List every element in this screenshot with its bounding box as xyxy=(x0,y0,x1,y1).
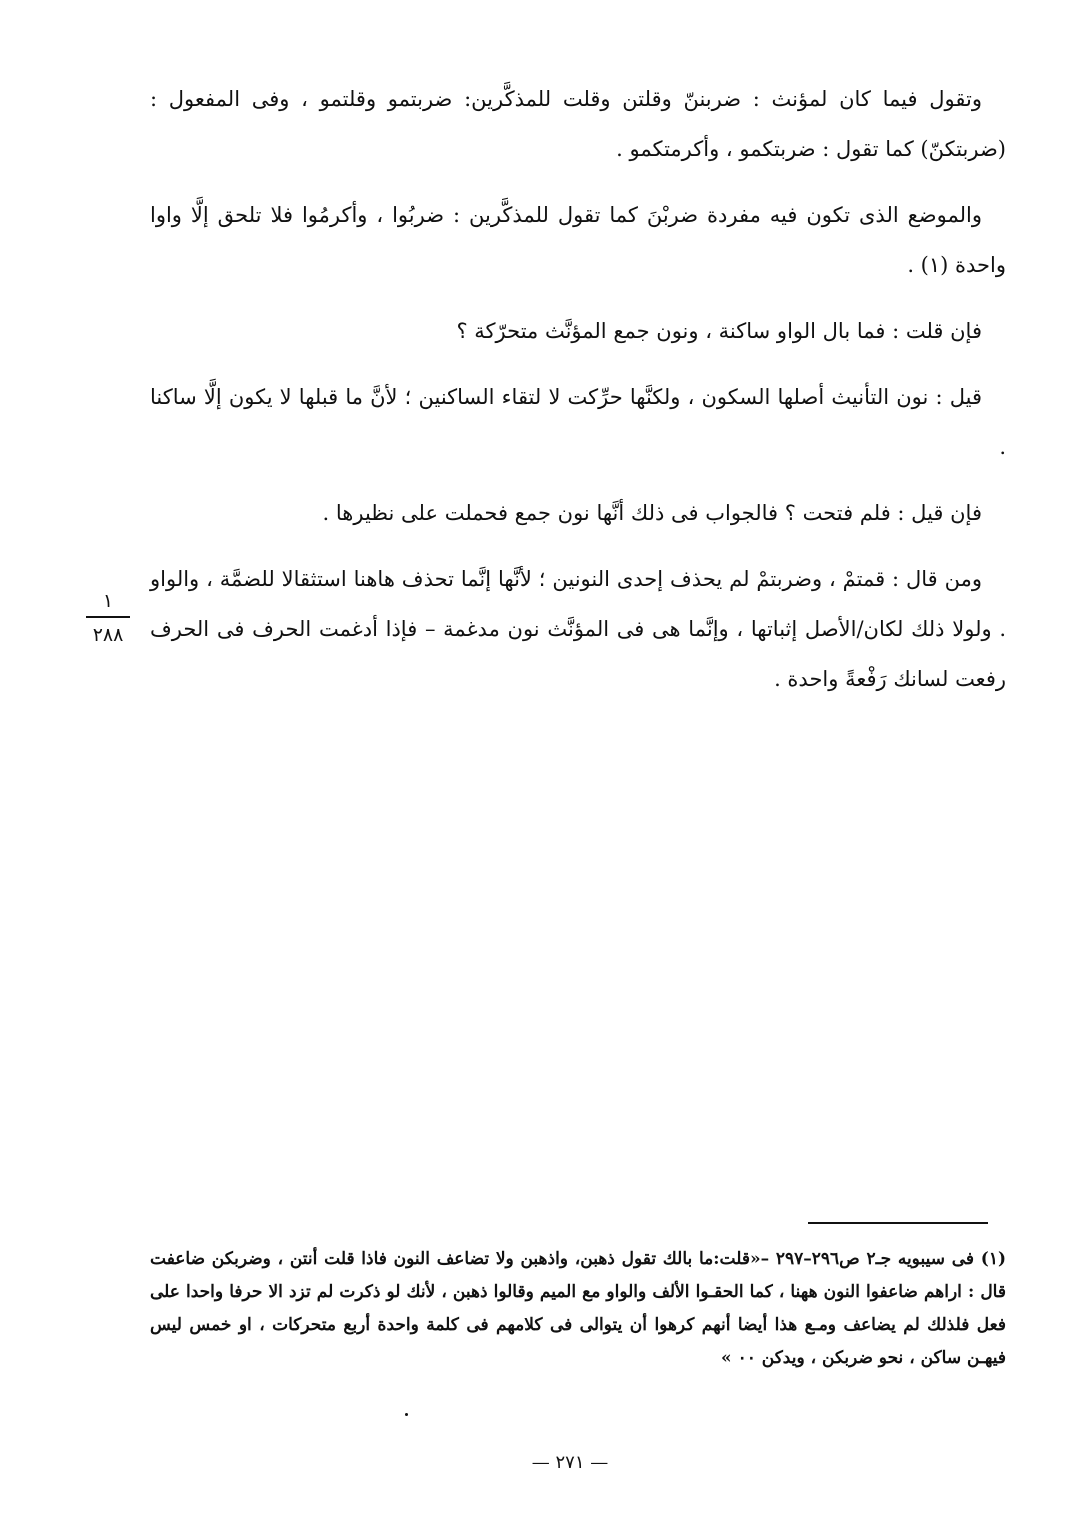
paragraph-3: فإن قلت : فما بال الواو ساكنة ، ونون جمع المؤنَّث متحرّكة ؟ xyxy=(456,319,982,343)
paragraph-1: وتقول فيما كان لمؤنث : ضربننّ وقلتن وقلت للمذكَّرين: ضربتمو وقلتمو ، وفى المفعول : (ضربتكنّ) كما تقول : ضربتكمو ، وأكرمتكمو . xyxy=(150,87,1006,161)
margin-ref-volume: ١ xyxy=(86,590,130,618)
stray-mark xyxy=(405,1413,408,1416)
paragraph-6: ومن قال : قمتمْ ، وضربتمْ لم يحذف إحدى النونين ؛ لأنَّها إنَّما تحذف هاهنا استثقالا للضمَّة ، والواو . ولولا ذلك لكان/الأصل إثباتها ، وإنَّما هى فى المؤنَّث نون مدغمة – فإذا أدغمت الحرف فى الحرف رفعت لسانك رَفْعةً واحدة . xyxy=(150,567,1006,691)
margin-page-reference xyxy=(78,590,138,646)
footnote: (١) فى سيبويه جـ٢ ص٢٩٦–٢٩٧ –«قلت:ما بالك تقول ذهبن، واذهبن ولا تضاعف النون فاذا قلت أنتن ، وضربكن ضاعفت قال : اراهم ضاعفوا النون ههنا ، كما الحقـوا الألف والواو مع الميم وقالوا ذهبن ، لأنك لو ذكرت لم تزد الا حرفا واحدا على فعل فلذلك لم يضاعف ومـع هذا أيضا أنهم كرهوا أن يتوالى فى كلامهم فى كلمة واحدة أربع متحركات ، او خمس ليس فيهـن ساكن ، نحو ضربكن ، ويدكن ٠٠ » xyxy=(150,1249,1006,1368)
paragraph-4: قيل : نون التأنيث أصلها السكون ، ولكنَّها حرِّكت لا لتقاء الساكنين ؛ لأنَّ ما قبلها لا يكون إلَّا ساكنا . xyxy=(150,385,1006,459)
body-text xyxy=(150,74,1006,720)
footnote-separator xyxy=(808,1222,988,1224)
paragraph-2: والموضع الذى تكون فيه مفردة ضربْنَ كما تقول للمذكَّرين : ضربُوا ، وأكرمُوا فلا تلحق إلَّا واوا واحدة (١) . xyxy=(150,203,1006,277)
page-number: — ٢٧١ — xyxy=(531,1452,609,1473)
margin-ref-page: ٢٨٨ xyxy=(92,624,124,646)
paragraph-5: فإن قيل : فلم فتحت ؟ فالجواب فى ذلك أنَّها نون جمع فحملت على نظيرها . xyxy=(322,501,982,525)
